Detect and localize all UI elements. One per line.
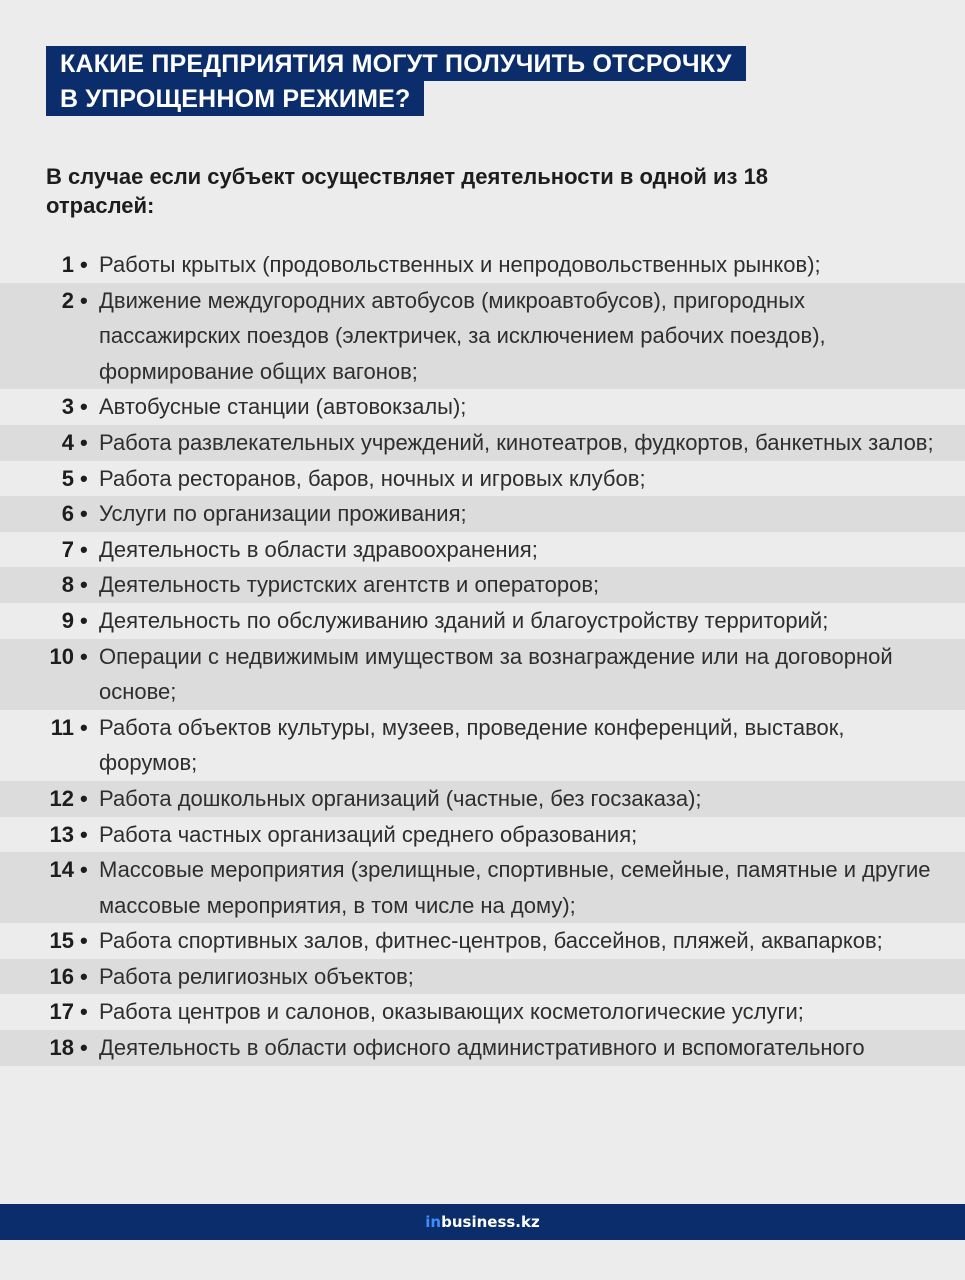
list-item (0, 567, 965, 603)
list-item (0, 247, 965, 283)
inbusiness-logo (425, 1213, 539, 1231)
list-item (0, 994, 965, 1030)
item-number: 6 (61, 501, 74, 527)
item-text: Деятельность по обслуживанию зданий и благоустройству территорий; (99, 607, 829, 633)
bullet-icon: • (80, 465, 88, 491)
item-text: Работа дошкольных организаций (частные, без госзаказа); (99, 785, 702, 811)
list-item (0, 817, 965, 853)
list-item (0, 781, 965, 817)
bullet-icon: • (80, 394, 88, 420)
item-text: Работы крытых (продовольственных и непродовольственных рынков); (99, 252, 821, 277)
intro-text: В случае если субъект осуществляет деятельности в одной из 18 отраслей: (46, 164, 769, 218)
item-number: 1 (61, 252, 74, 277)
title-line-2: В УПРОЩЕННОМ РЕЖИМЕ? (46, 81, 424, 116)
item-number: 3 (61, 394, 74, 420)
bullet-icon: • (80, 607, 88, 633)
list-item (0, 710, 965, 781)
item-text: Работа центров и салонов, оказывающих косметологические услуги; (99, 999, 804, 1025)
list-item (0, 852, 965, 923)
bullet-icon: • (80, 714, 88, 740)
list-item (0, 923, 965, 959)
list-item (0, 1030, 965, 1066)
item-text: Работа развлекательных учреждений, кинотеатров, фудкортов, банкетных залов; (99, 429, 934, 455)
bullet-icon: • (80, 501, 88, 527)
industry-list (0, 247, 965, 1066)
bullet-icon: • (80, 287, 88, 313)
item-number: 8 (61, 572, 74, 598)
item-number: 12 (49, 785, 74, 811)
list-item (0, 425, 965, 461)
bullet-icon: • (80, 643, 88, 669)
page-title (46, 46, 746, 116)
bullet-icon: • (80, 857, 88, 883)
item-text: Автобусные станции (автовокзалы); (99, 394, 467, 420)
item-number: 5 (61, 465, 74, 491)
item-number: 10 (49, 643, 74, 669)
list-item (0, 603, 965, 639)
list-item (0, 461, 965, 497)
bullet-icon: • (80, 821, 88, 847)
item-text: Услуги по организации проживания; (99, 501, 467, 527)
item-text: Работа объектов культуры, музеев, проведение конференций, выставок, форумов; (99, 714, 845, 776)
item-number: 2 (61, 287, 74, 313)
bullet-icon: • (80, 572, 88, 598)
title-line-1: КАКИЕ ПРЕДПРИЯТИЯ МОГУТ ПОЛУЧИТЬ ОТСРОЧКУ (46, 46, 746, 81)
bullet-icon: • (80, 928, 88, 954)
bullet-icon: • (80, 1035, 88, 1061)
bullet-icon: • (80, 536, 88, 562)
item-number: 9 (61, 607, 74, 633)
list-item (0, 532, 965, 568)
footer-bar (0, 1204, 965, 1240)
list-item (0, 639, 965, 710)
list-item (0, 389, 965, 425)
bullet-icon: • (80, 785, 88, 811)
item-text: Работа спортивных залов, фитнес-центров, бассейнов, пляжей, аквапарков; (99, 928, 883, 954)
item-number: 15 (49, 928, 74, 954)
item-text: Деятельность в области офисного административного и вспомогательного (99, 1035, 865, 1061)
list-item (0, 283, 965, 390)
item-text: Работа частных организаций среднего образования; (99, 821, 638, 847)
item-number: 4 (61, 429, 74, 455)
list-item (0, 959, 965, 995)
list-item (0, 496, 965, 532)
item-text: Деятельность туристских агентств и операторов; (99, 572, 600, 598)
item-text: Деятельность в области здравоохранения; (99, 536, 538, 562)
item-number: 18 (49, 1035, 74, 1061)
item-text: Операции с недвижимым имуществом за вознаграждение или на договорной основе; (99, 643, 893, 705)
item-number: 14 (49, 857, 74, 883)
item-number: 13 (49, 821, 74, 847)
item-text: Движение междугородних автобусов (микроавтобусов), пригородных пассажирских поездов (электричек, за исключением рабочих поездов), формирование общих вагонов; (99, 287, 826, 384)
bullet-icon: • (80, 999, 88, 1025)
bullet-icon: • (80, 429, 88, 455)
item-number: 11 (50, 714, 74, 740)
logo-main: business.kz (441, 1213, 540, 1231)
item-text: Массовые мероприятия (зрелищные, спортивные, семейные, памятные и другие массовые мероприятия, в том числе на дому); (99, 857, 931, 918)
item-number: 7 (61, 536, 74, 562)
logo-prefix: in (425, 1213, 442, 1231)
bullet-icon: • (80, 252, 88, 277)
item-text: Работа религиозных объектов; (99, 963, 414, 989)
item-number: 17 (49, 999, 74, 1025)
bullet-icon: • (80, 963, 88, 989)
item-text: Работа ресторанов, баров, ночных и игровых клубов; (99, 465, 646, 491)
item-number: 16 (49, 963, 74, 989)
